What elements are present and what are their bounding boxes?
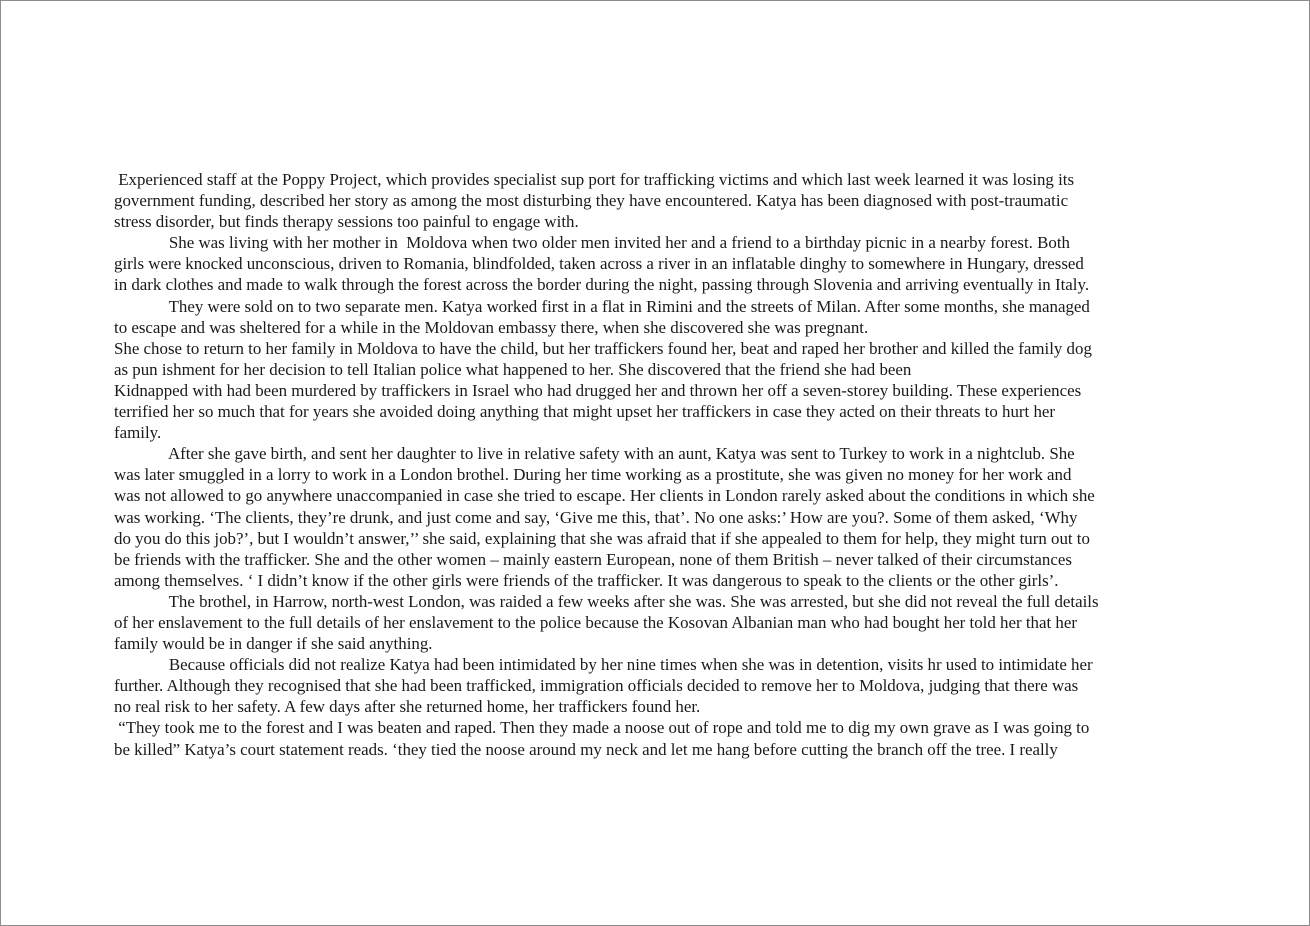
text-line: no real risk to her safety. A few days after she returned home, her traffickers found her. — [114, 697, 701, 717]
body-text — [114, 169, 1199, 760]
text-line: Experienced staff at the Poppy Project, which provides specialist sup port for trafficking victims and which last week learned it was losing its — [114, 170, 1075, 189]
text-line: in dark clothes and made to walk through the forest across the border during the night, passing through Slovenia and arriving eventually in Italy. — [114, 275, 1090, 295]
text-line: Because officials did not realize Katya had been intimidated by her nine times when she was in detention, visits hr used to intimidate her — [114, 655, 1093, 675]
text-line: The brothel, in Harrow, north-west London, was raided a few weeks after she was. She was arrested, but she did not reveal the full details — [114, 591, 1099, 611]
text-line: girls were knocked unconscious, driven to Romania, blindfolded, taken across a river in an inflatable dinghy to somewhere in Hungary, dressed — [114, 254, 1084, 274]
text-line: was later smuggled in a lorry to work in a London brothel. During her time working as a prostitute, she was given no money for her work and — [114, 465, 1072, 485]
text-line: was not allowed to go anywhere unaccompanied in case she tried to escape. Her clients in London rarely asked about the conditions in which she — [114, 486, 1095, 506]
text-line: among themselves. ‘ I didn’t know if the other girls were friends of the trafficker. It was dangerous to speak to the clients or the other girls’. — [114, 570, 1059, 590]
text-line: They were sold on to two separate men. Katya worked first in a flat in Rimini and the streets of Milan. After some months, she managed — [114, 296, 1090, 316]
text-line: She chose to return to her family in Moldova to have the child, but her traffickers found her, beat and raped her brother and killed the family dog — [114, 338, 1092, 358]
text-line: of her enslavement to the full details of her enslavement to the police because the Kosovan Albanian man who had bought her told her that her — [114, 612, 1077, 632]
text-line: “They took me to the forest and I was beaten and raped. Then they made a noose out of rope and told me to dig my own grave as I was going to — [114, 718, 1090, 738]
text-line: be killed” Katya’s court statement reads. ‘they tied the noose around my neck and let me hang before cutting the branch off the tree. I really — [114, 739, 1058, 759]
text-line: family. — [114, 423, 162, 443]
text-line: She was living with her mother in Moldova when two older men invited her and a friend to a birthday picnic in a nearby forest. Both — [114, 233, 1070, 253]
text-line: be friends with the trafficker. She and the other women – mainly eastern European, none of them British – never talked of their circumstances — [114, 549, 1072, 569]
text-line: stress disorder, but finds therapy sessions too painful to engage with. — [114, 212, 579, 232]
text-line: Kidnapped with had been murdered by traffickers in Israel who had drugged her and thrown her off a seven-storey building. These experiences — [114, 380, 1082, 400]
text-line: family would be in danger if she said anything. — [114, 634, 433, 654]
text-line: further. Although they recognised that she had been trafficked, immigration officials decided to remove her to Moldova, judging that there was — [114, 676, 1079, 696]
text-line: to escape and was sheltered for a while in the Moldovan embassy there, when she discovered she was pregnant. — [114, 317, 869, 337]
text-line: was working. ‘The clients, they’re drunk, and just come and say, ‘Give me this, that’. No one asks:’ How are you?. Some of them asked, ‘Why — [114, 507, 1078, 527]
text-line: terrified her so much that for years she avoided doing anything that might upset her traffickers in case they acted on their threats to hurt her — [114, 402, 1056, 422]
text-line: do you do this job?’, but I wouldn’t answer,’’ she said, explaining that she was afraid that if she appealed to them for help, they might turn out to — [114, 528, 1090, 548]
text-line: as pun ishment for her decision to tell Italian police what happened to her. She discovered that the friend she had been — [114, 359, 912, 379]
text-line: government funding, described her story as among the most disturbing they have encountered. Katya has been diagnosed with post-traumatic — [114, 191, 1069, 211]
text-line: After she gave birth, and sent her daughter to live in relative safety with an aunt, Katya was sent to Turkey to work in a nightclub. She — [114, 444, 1075, 464]
